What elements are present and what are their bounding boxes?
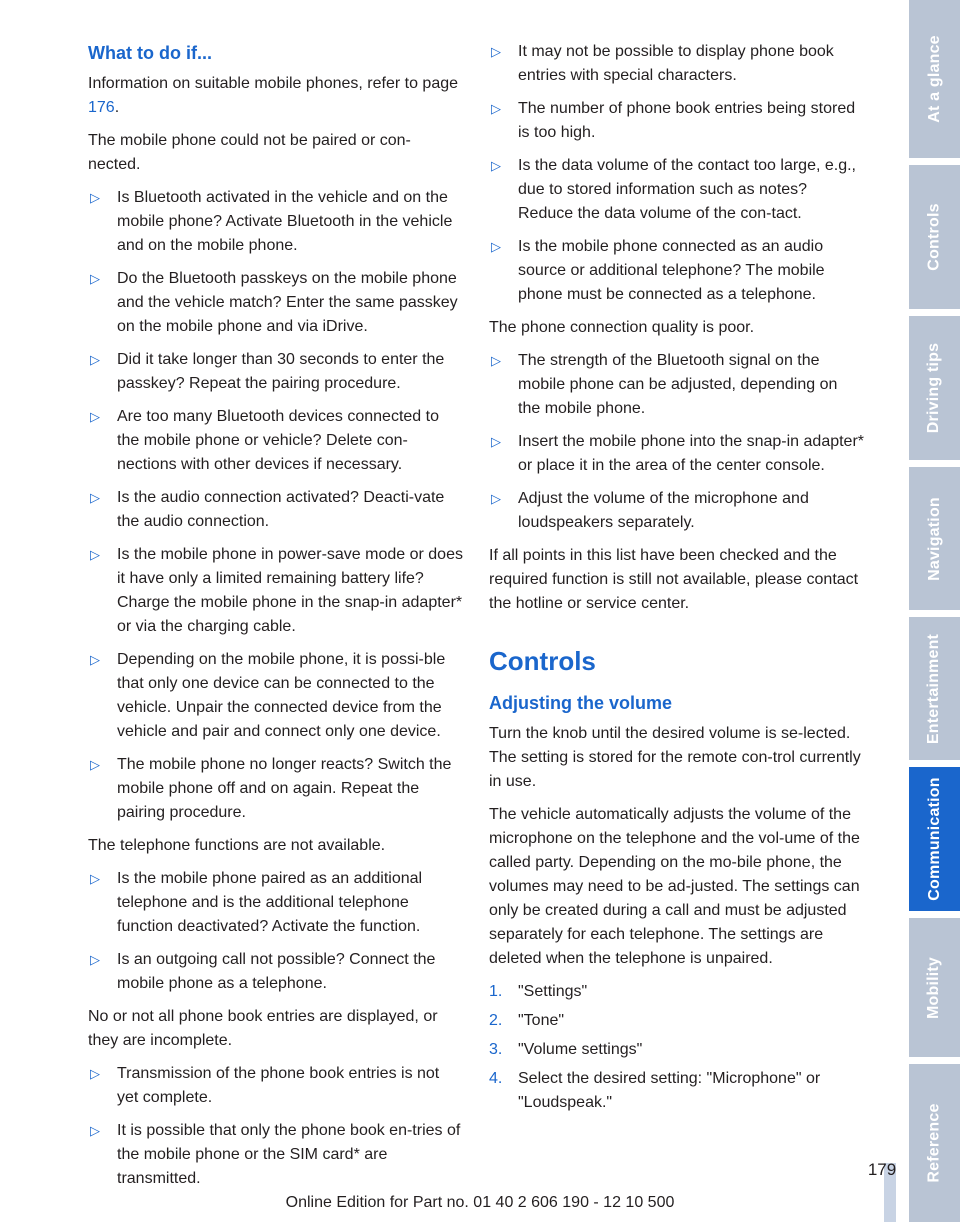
step-number: 1.	[489, 983, 503, 1000]
chapter-tab-label: Reference	[925, 1103, 943, 1183]
group4-list	[489, 349, 864, 535]
triangle-bullet-icon: ▷	[491, 44, 501, 59]
step-number: 4.	[489, 1070, 503, 1087]
step-number: 3.	[489, 1041, 503, 1058]
list-item-text: Is the mobile phone in power-save mode or does it have only a limited remaining battery life? Charge the mobile phone in the snap-in adapter* or via the charging cable.	[117, 546, 463, 635]
chapter-tab-label: Controls	[925, 203, 943, 271]
list-item-text: It may not be possible to display phone book entries with special characters.	[518, 43, 834, 84]
list-item-text: Is the mobile phone connected as an audio source or additional telephone? The mobile phone must be connected as a telephone.	[518, 238, 825, 303]
list-item-text: Are too many Bluetooth devices connected to the mobile phone or vehicle? Delete con-nections with other devices if necessary.	[117, 408, 439, 473]
triangle-bullet-icon: ▷	[90, 1123, 100, 1138]
step-text: "Volume settings"	[518, 1041, 643, 1058]
page-number: 179	[867, 1160, 897, 1179]
triangle-bullet-icon: ▷	[491, 491, 501, 506]
chapter-tab-driving-tips[interactable]	[909, 316, 960, 460]
footer-edition: Online Edition for Part no. 01 40 2 606 190 - 12 10 500	[285, 1194, 675, 1211]
chapter-tab-controls[interactable]	[909, 165, 960, 309]
chapter-tab-communication[interactable]	[909, 767, 960, 911]
list-item-text: Do the Bluetooth passkeys on the mobile phone and the vehicle match? Enter the same passkey on the mobile phone and via iDrive.	[117, 270, 458, 335]
list-item	[489, 487, 864, 535]
closing-paragraph: If all points in this list have been checked and the required function is still not available, please contact the hotline or service center.	[489, 547, 859, 612]
triangle-bullet-icon: ▷	[90, 271, 100, 286]
step-item	[489, 980, 864, 1004]
group1-title: The mobile phone could not be paired or con-nected.	[88, 132, 411, 173]
volume-steps	[489, 980, 864, 1115]
chapter-tab-at-a-glance[interactable]	[909, 0, 960, 158]
chapter-tab-label: Mobility	[925, 956, 943, 1019]
list-item-text: Is Bluetooth activated in the vehicle and on the mobile phone? Activate Bluetooth in the vehicle and on the mobile phone.	[117, 189, 453, 254]
group2-list	[88, 867, 463, 996]
triangle-bullet-icon: ▷	[90, 871, 100, 886]
step-item	[489, 1067, 864, 1115]
right-column	[489, 40, 864, 1120]
triangle-bullet-icon: ▷	[90, 409, 100, 424]
triangle-bullet-icon: ▷	[491, 101, 501, 116]
list-item-text: Depending on the mobile phone, it is possi-ble that only one device can be connected to the vehicle. Unpair the connected device from the vehicle and pair and connect only one device.	[117, 651, 446, 740]
triangle-bullet-icon: ▷	[90, 1066, 100, 1081]
list-item	[489, 97, 864, 145]
group3-list	[88, 1062, 463, 1191]
triangle-bullet-icon: ▷	[90, 652, 100, 667]
subsection-title-volume: Adjusting the volume	[489, 693, 673, 713]
intro-suffix: .	[114, 99, 120, 116]
chapter-tab-label: Entertainment	[925, 633, 943, 744]
step-text: "Settings"	[518, 983, 588, 1000]
list-item-text: Is an outgoing call not possible? Connect the mobile phone as a telephone.	[117, 951, 436, 992]
group3-title: No or not all phone book entries are displayed, or they are incomplete.	[88, 1008, 438, 1049]
step-number: 2.	[489, 1012, 503, 1029]
left-column	[88, 40, 463, 1200]
list-item	[489, 154, 864, 226]
list-item	[88, 405, 463, 477]
list-item-text: Is the audio connection activated? Deacti-vate the audio connection.	[117, 489, 445, 530]
step-text: Select the desired setting: "Microphone" or "Loudspeak."	[518, 1070, 821, 1111]
list-item	[88, 486, 463, 534]
group4-title: The phone connection quality is poor.	[489, 319, 755, 336]
triangle-bullet-icon: ▷	[491, 353, 501, 368]
list-item	[88, 948, 463, 996]
list-item-text: The number of phone book entries being stored is too high.	[518, 100, 856, 141]
chapter-tabs	[909, 0, 960, 1222]
list-item-text: Is the data volume of the contact too large, e.g., due to stored information such as notes? Reduce the data volume of the con-tact.	[518, 157, 856, 222]
volume-paragraph-2: The vehicle automatically adjusts the volume of the microphone on the telephone and the vol-ume of the called party. Depending on the mo-bile phone, the volumes may need to be ad-justed. The settings can only be created during a call and must be adjusted separately for each telephone. The settings are deleted when the telephone is unpaired.	[489, 806, 860, 967]
list-item	[88, 1062, 463, 1110]
heading-what-to-do: What to do if...	[88, 43, 212, 63]
triangle-bullet-icon: ▷	[491, 434, 501, 449]
list-item-text: The strength of the Bluetooth signal on the mobile phone can be adjusted, depending on the mobile phone.	[518, 352, 838, 417]
list-item	[88, 267, 463, 339]
list-item-text: Adjust the volume of the microphone and loudspeakers separately.	[518, 490, 809, 531]
intro-paragraph	[88, 72, 463, 120]
triangle-bullet-icon: ▷	[90, 190, 100, 205]
list-item-text: It is possible that only the phone book en-tries of the mobile phone or the SIM card* are transmitted.	[117, 1122, 461, 1187]
list-item	[489, 40, 864, 88]
list-item-text: The mobile phone no longer reacts? Switch the mobile phone off and on again. Repeat the pairing procedure.	[117, 756, 452, 821]
list-item-text: Transmission of the phone book entries is not yet complete.	[117, 1065, 440, 1106]
step-item	[489, 1038, 864, 1062]
chapter-tab-label: Driving tips	[925, 342, 943, 434]
list-item-text: Is the mobile phone paired as an additional telephone and is the additional telephone function deactivated? Activate the function.	[117, 870, 423, 935]
triangle-bullet-icon: ▷	[491, 239, 501, 254]
list-item	[489, 430, 864, 478]
list-item	[88, 1119, 463, 1191]
chapter-tab-label: Communication	[925, 777, 943, 901]
list-item	[489, 235, 864, 307]
triangle-bullet-icon: ▷	[90, 490, 100, 505]
chapter-tab-label: Navigation	[925, 496, 943, 581]
list-item	[88, 348, 463, 396]
intro-prefix: Information on suitable mobile phones, refer to page	[88, 75, 459, 92]
list-item	[88, 543, 463, 639]
section-title-controls: Controls	[489, 646, 596, 676]
list-item	[88, 648, 463, 744]
list-item	[489, 349, 864, 421]
page-link-176[interactable]: 176	[88, 99, 115, 116]
list-item	[88, 753, 463, 825]
chapter-tab-entertainment[interactable]	[909, 617, 960, 760]
triangle-bullet-icon: ▷	[90, 757, 100, 772]
volume-paragraph-1: Turn the knob until the desired volume is se-lected. The setting is stored for the remote con-trol currently in use.	[489, 725, 861, 790]
triangle-bullet-icon: ▷	[90, 352, 100, 367]
step-text: "Tone"	[518, 1012, 565, 1029]
group2-title: The telephone functions are not available.	[88, 837, 386, 854]
group3-list-continued	[489, 40, 864, 307]
list-item	[88, 867, 463, 939]
triangle-bullet-icon: ▷	[90, 952, 100, 967]
triangle-bullet-icon: ▷	[90, 547, 100, 562]
list-item-text: Did it take longer than 30 seconds to enter the passkey? Repeat the pairing procedure.	[117, 351, 445, 392]
group1-list	[88, 186, 463, 825]
list-item	[88, 186, 463, 258]
chapter-tab-mobility[interactable]	[909, 918, 960, 1057]
chapter-tab-navigation[interactable]	[909, 467, 960, 610]
step-item	[489, 1009, 864, 1033]
list-item-text: Insert the mobile phone into the snap-in adapter* or place it in the area of the center console.	[518, 433, 865, 474]
triangle-bullet-icon: ▷	[491, 158, 501, 173]
chapter-tab-label: At a glance	[925, 35, 943, 123]
